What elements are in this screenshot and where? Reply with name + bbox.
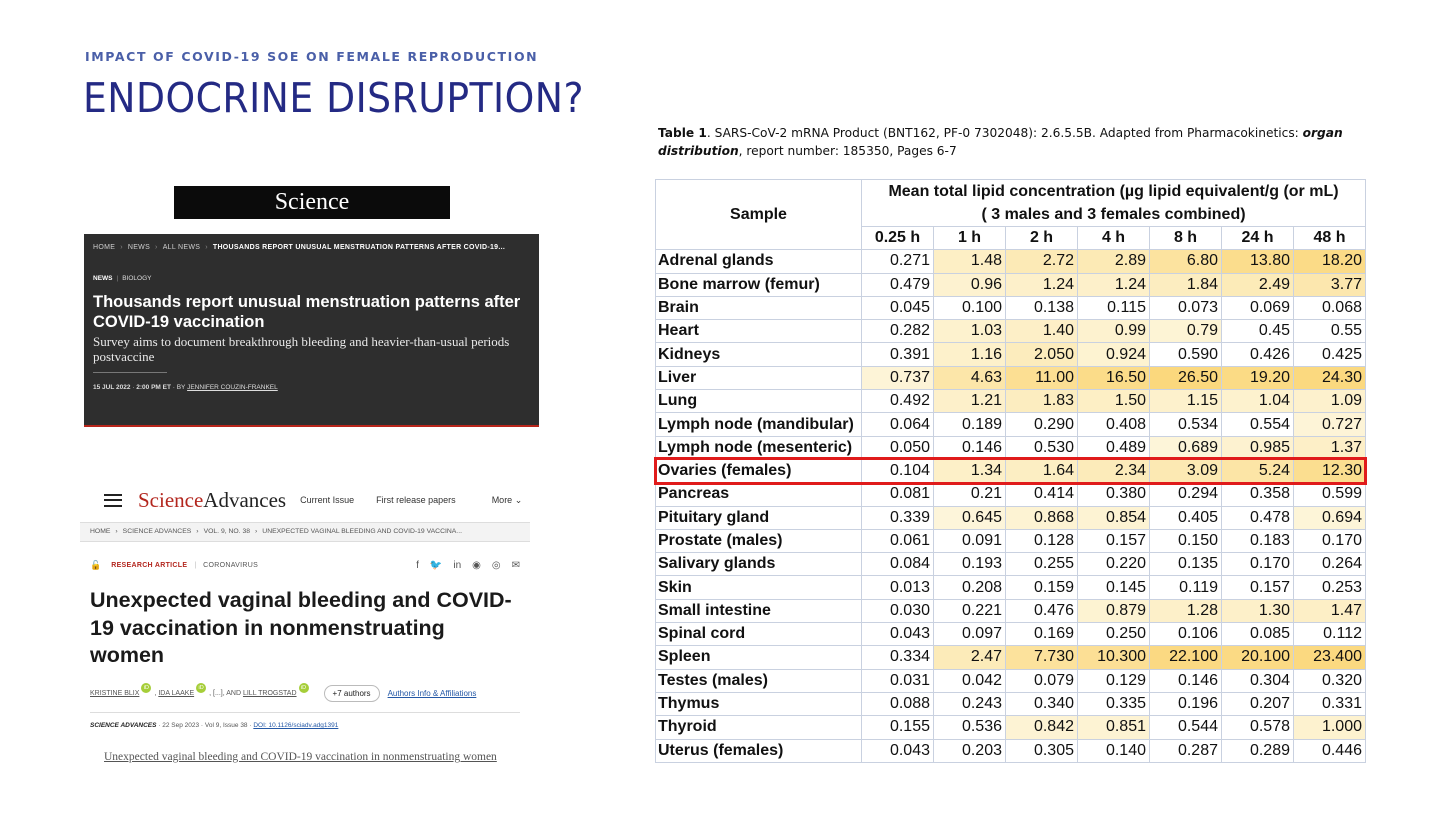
table-cell: 2.47: [934, 646, 1006, 669]
science-advances-card: [80, 480, 530, 770]
table-cell: 0.138: [1006, 296, 1078, 319]
table-row: [656, 413, 1366, 436]
table-cell: 0.854: [1078, 506, 1150, 529]
table-row: [656, 320, 1366, 343]
table-cell: 0.479: [862, 273, 934, 296]
table-cell: 0.073: [1150, 296, 1222, 319]
table-cell: 1.30: [1222, 599, 1294, 622]
table-cell: 1.000: [1294, 716, 1366, 739]
table-cell: 0.405: [1150, 506, 1222, 529]
table-cell: 4.63: [934, 366, 1006, 389]
row-label: Testes (males): [656, 669, 862, 692]
table-cell: 0.287: [1150, 739, 1222, 762]
slide-kicker: IMPACT OF COVID-19 SOE ON FEMALE REPRODUCTION: [85, 49, 539, 64]
table-cell: 0.084: [862, 553, 934, 576]
table-cell: 1.09: [1294, 390, 1366, 413]
table-cell: 0.45: [1222, 320, 1294, 343]
wechat-icon[interactable]: ◎: [491, 560, 501, 571]
table-body: [656, 250, 1366, 763]
news-meta: 15 JUL 2022 · 2:00 PM ET · BY JENNIFER COUZIN-FRANKEL: [93, 384, 278, 391]
orcid-icon[interactable]: iD: [141, 683, 151, 693]
table-cell: 1.50: [1078, 390, 1150, 413]
row-label: Bone marrow (femur): [656, 273, 862, 296]
table-cell: 0.21: [934, 483, 1006, 506]
chevron-right-icon: ›: [155, 244, 158, 251]
row-label: Lymph node (mesenteric): [656, 436, 862, 459]
table-row: [656, 506, 1366, 529]
article-caption-link[interactable]: Unexpected vaginal bleeding and COVID-19 vaccination in nonmenstruating women: [104, 751, 497, 763]
table-cell: 0.157: [1222, 576, 1294, 599]
table-cell: 1.16: [934, 343, 1006, 366]
table-cell: 0.159: [1006, 576, 1078, 599]
table-cell: 0.119: [1150, 576, 1222, 599]
table-cell: 0.043: [862, 623, 934, 646]
journal-name: SCIENCE ADVANCES: [90, 722, 157, 729]
table-cell: 0.097: [934, 623, 1006, 646]
table-cell: 0.155: [862, 716, 934, 739]
table-cell: 0.478: [1222, 506, 1294, 529]
table-row: [656, 739, 1366, 762]
news-date: 15 JUL 2022: [93, 384, 131, 391]
table-cell: 0.294: [1150, 483, 1222, 506]
news-breadcrumb: [93, 244, 530, 251]
orcid-icon[interactable]: iD: [299, 683, 309, 693]
table-cell: 1.47: [1294, 599, 1366, 622]
table-row: [656, 273, 1366, 296]
table-cell: 0.031: [862, 669, 934, 692]
table-cell: 0.530: [1006, 436, 1078, 459]
affiliations-link[interactable]: Authors Info & Affiliations: [387, 689, 477, 698]
table-cell: 0.085: [1222, 623, 1294, 646]
table-cell: 0.694: [1294, 506, 1366, 529]
table-cell: 23.400: [1294, 646, 1366, 669]
table-cell: 0.290: [1006, 413, 1078, 436]
breadcrumb-current: THOUSANDS REPORT UNUSUAL MENSTRUATION PATTERNS AFTER COVID-19...: [212, 244, 506, 251]
row-label: Uterus (females): [656, 739, 862, 762]
row-label: Thymus: [656, 692, 862, 715]
table-cell: 0.489: [1078, 436, 1150, 459]
table-cell: 0.289: [1222, 739, 1294, 762]
news-headline: Thousands report unusual menstruation patterns after COVID-19 vaccination: [93, 293, 521, 331]
table-cell: 0.271: [862, 250, 934, 273]
row-label: Spinal cord: [656, 623, 862, 646]
table-cell: 0.391: [862, 343, 934, 366]
table-cell: 0.079: [1006, 669, 1078, 692]
table-cell: 1.64: [1006, 459, 1078, 482]
table-cell: 0.851: [1078, 716, 1150, 739]
pharmacokinetics-table: [655, 179, 1366, 763]
table-cell: 1.48: [934, 250, 1006, 273]
breadcrumb-issue[interactable]: VOL. 9, NO. 38: [203, 528, 251, 535]
table-cell: 19.20: [1222, 366, 1294, 389]
breadcrumb-home[interactable]: HOME: [90, 528, 111, 535]
table-cell: 11.00: [1006, 366, 1078, 389]
article-type-row: [90, 560, 520, 571]
table-cell: 0.140: [1078, 739, 1150, 762]
divider: [93, 372, 167, 373]
table-cell: 0.183: [1222, 529, 1294, 552]
table-cell: 0.193: [934, 553, 1006, 576]
author-link[interactable]: LILL TROGSTAD: [242, 690, 297, 697]
group-header: [862, 180, 1366, 227]
table-cell: 0.146: [1150, 669, 1222, 692]
table-cell: 0.250: [1078, 623, 1150, 646]
author-list: [90, 685, 520, 702]
table-cell: 0.476: [1006, 599, 1078, 622]
sa-breadcrumb: [80, 522, 530, 542]
table-cell: 0.985: [1222, 436, 1294, 459]
tag-divider: |: [116, 275, 119, 282]
table-cell: 0.868: [1006, 506, 1078, 529]
table-cell: 0.842: [1006, 716, 1078, 739]
table-cell: 1.84: [1150, 273, 1222, 296]
time-header: 4 h: [1078, 227, 1150, 250]
time-header: 24 h: [1222, 227, 1294, 250]
table-cell: 0.255: [1006, 553, 1078, 576]
row-label: Pituitary gland: [656, 506, 862, 529]
table-cell: 1.24: [1006, 273, 1078, 296]
author-link[interactable]: IDA LAAKE: [158, 690, 195, 697]
chevron-right-icon: ›: [196, 528, 199, 535]
table-cell: 0.106: [1150, 623, 1222, 646]
row-label: Spleen: [656, 646, 862, 669]
nav-current-issue[interactable]: Current Issue: [300, 495, 355, 505]
table-cell: 0.091: [934, 529, 1006, 552]
news-time: 2:00 PM ET: [136, 384, 171, 391]
table-cell: 0.425: [1294, 343, 1366, 366]
doi-link[interactable]: DOI: 10.1126/sciadv.adg1391: [253, 722, 339, 729]
table-cell: 0.304: [1222, 669, 1294, 692]
table-caption: [658, 124, 1358, 160]
table-cell: 0.320: [1294, 669, 1366, 692]
table-cell: 0.030: [862, 599, 934, 622]
table-cell: 0.045: [862, 296, 934, 319]
table-cell: 2.89: [1078, 250, 1150, 273]
news-author-link[interactable]: JENNIFER COUZIN-FRANKEL: [187, 384, 278, 391]
citation-line: SCIENCE ADVANCES · 22 Sep 2023 · Vol 9, Issue 38 · DOI: 10.1126/sciadv.adg1391: [90, 722, 339, 729]
table-row: [656, 250, 1366, 273]
table-cell: 0.340: [1006, 692, 1078, 715]
publication-date: 22 Sep 2023: [162, 722, 200, 729]
linkedin-icon[interactable]: in: [453, 560, 462, 571]
table-cell: 0.96: [934, 273, 1006, 296]
table-cell: 1.15: [1150, 390, 1222, 413]
caption-italic: organ distribution: [658, 126, 1343, 158]
breadcrumb-current: UNEXPECTED VAGINAL BLEEDING AND COVID-19 VACCINA...: [262, 528, 462, 535]
table-cell: 0.492: [862, 390, 934, 413]
table-cell: 3.77: [1294, 273, 1366, 296]
table-cell: 0.069: [1222, 296, 1294, 319]
table-cell: 0.081: [862, 483, 934, 506]
tag-news[interactable]: NEWS: [93, 275, 113, 282]
row-label: Liver: [656, 366, 862, 389]
chevron-right-icon: ›: [255, 528, 258, 535]
table-cell: 0.578: [1222, 716, 1294, 739]
divider: |: [194, 562, 197, 569]
table-cell: 0.282: [862, 320, 934, 343]
table-cell: 5.24: [1222, 459, 1294, 482]
table-cell: 0.100: [934, 296, 1006, 319]
sa-header: [104, 488, 524, 512]
table-cell: 0.088: [862, 692, 934, 715]
table-cell: 0.207: [1222, 692, 1294, 715]
row-label: Brain: [656, 296, 862, 319]
table-row: [656, 553, 1366, 576]
time-header: 0.25 h: [862, 227, 934, 250]
row-label: Skin: [656, 576, 862, 599]
table-cell: 1.24: [1078, 273, 1150, 296]
table-cell: 1.40: [1006, 320, 1078, 343]
authors-ellipsis: , [...], AND: [209, 690, 242, 697]
author-link[interactable]: KRISTINE BLIX: [90, 690, 140, 697]
table-cell: 0.380: [1078, 483, 1150, 506]
table-row: [656, 692, 1366, 715]
table-cell: 7.730: [1006, 646, 1078, 669]
table-cell: 1.34: [934, 459, 1006, 482]
table-cell: 0.536: [934, 716, 1006, 739]
table-cell: 0.043: [862, 739, 934, 762]
accent-line: [84, 425, 539, 427]
table-cell: 0.170: [1222, 553, 1294, 576]
table-row: [656, 646, 1366, 669]
table-row: [656, 483, 1366, 506]
menu-icon[interactable]: [104, 494, 122, 507]
breadcrumb-all-news[interactable]: ALL NEWS: [162, 244, 201, 251]
table-cell: 18.20: [1294, 250, 1366, 273]
open-access-icon: 🔓: [90, 560, 102, 570]
table-cell: 0.924: [1078, 343, 1150, 366]
science-advances-logo[interactable]: ScienceAdvances: [138, 487, 287, 512]
table-cell: 0.79: [1150, 320, 1222, 343]
table-cell: 2.050: [1006, 343, 1078, 366]
time-header: 48 h: [1294, 227, 1366, 250]
science-logo: Science: [174, 186, 450, 219]
table-cell: 0.068: [1294, 296, 1366, 319]
table-cell: 0.243: [934, 692, 1006, 715]
row-label: Pancreas: [656, 483, 862, 506]
news-tags: [93, 275, 530, 282]
sample-header: Sample: [656, 180, 862, 250]
table-cell: 0.104: [862, 459, 934, 482]
table-row: [656, 296, 1366, 319]
table-cell: 0.169: [1006, 623, 1078, 646]
row-label: Lung: [656, 390, 862, 413]
table-cell: 0.334: [862, 646, 934, 669]
orcid-icon[interactable]: iD: [196, 683, 206, 693]
table-cell: 0.013: [862, 576, 934, 599]
reddit-icon[interactable]: ◉: [472, 560, 481, 571]
table-cell: 0.042: [934, 669, 1006, 692]
table-cell: 0.554: [1222, 413, 1294, 436]
row-label: Small intestine: [656, 599, 862, 622]
table-cell: 0.150: [1150, 529, 1222, 552]
table-cell: 20.100: [1222, 646, 1294, 669]
table-cell: 0.196: [1150, 692, 1222, 715]
table-cell: 0.061: [862, 529, 934, 552]
group-header-line1: Mean total lipid concentration (µg lipid equivalent/g (or mL): [888, 183, 1339, 200]
table-cell: 0.064: [862, 413, 934, 436]
email-icon[interactable]: ✉: [511, 560, 520, 571]
table-cell: 13.80: [1222, 250, 1294, 273]
table-cell: 0.544: [1150, 716, 1222, 739]
table-cell: 24.30: [1294, 366, 1366, 389]
table-cell: 0.599: [1294, 483, 1366, 506]
table-cell: 0.157: [1078, 529, 1150, 552]
time-header: 1 h: [934, 227, 1006, 250]
nav-first-release[interactable]: First release papers: [376, 495, 456, 505]
table-row: [656, 669, 1366, 692]
time-header: 8 h: [1150, 227, 1222, 250]
facebook-icon[interactable]: f: [416, 560, 419, 571]
divider: [90, 712, 520, 713]
table-row: [656, 716, 1366, 739]
slide-title: ENDOCRINE DISRUPTION?: [83, 74, 584, 122]
news-dek: Survey aims to document breakthrough bleeding and heavier-than-usual periods postvaccine: [93, 334, 510, 364]
table-cell: 0.203: [934, 739, 1006, 762]
table-cell: 16.50: [1078, 366, 1150, 389]
chevron-right-icon: ›: [115, 528, 118, 535]
volume-issue: Vol 9, Issue 38: [204, 722, 248, 729]
table-cell: 0.146: [934, 436, 1006, 459]
table-cell: 0.208: [934, 576, 1006, 599]
table-cell: 0.55: [1294, 320, 1366, 343]
table-cell: 22.100: [1150, 646, 1222, 669]
breadcrumb-journal[interactable]: SCIENCE ADVANCES: [122, 528, 192, 535]
table-row: [656, 390, 1366, 413]
breadcrumb-home[interactable]: HOME: [93, 244, 116, 251]
table-cell: 0.358: [1222, 483, 1294, 506]
table-cell: 0.408: [1078, 413, 1150, 436]
table-cell: 0.339: [862, 506, 934, 529]
news-by: BY: [176, 384, 186, 391]
chevron-right-icon: ›: [205, 244, 208, 251]
table-cell: 0.727: [1294, 413, 1366, 436]
table-cell: 0.128: [1006, 529, 1078, 552]
table-cell: 0.879: [1078, 599, 1150, 622]
table-cell: 0.426: [1222, 343, 1294, 366]
row-label: Heart: [656, 320, 862, 343]
table-cell: 0.99: [1078, 320, 1150, 343]
tag-biology[interactable]: BIOLOGY: [122, 275, 152, 282]
twitter-icon[interactable]: 🐦: [429, 560, 443, 571]
table-cell: 0.689: [1150, 436, 1222, 459]
table-cell: 0.737: [862, 366, 934, 389]
table-cell: 0.115: [1078, 296, 1150, 319]
chevron-down-icon: ⌄: [514, 494, 523, 505]
table-cell: 1.04: [1222, 390, 1294, 413]
group-header-line2: ( 3 males and 3 females combined): [981, 206, 1246, 223]
table-cell: 0.050: [862, 436, 934, 459]
table-cell: 0.253: [1294, 576, 1366, 599]
caption-rest: , report number: 185350, Pages 6-7: [738, 144, 957, 158]
table-cell: 1.83: [1006, 390, 1078, 413]
row-label: Thyroid: [656, 716, 862, 739]
table-cell: 0.305: [1006, 739, 1078, 762]
table-cell: 1.03: [934, 320, 1006, 343]
table-cell: 0.534: [1150, 413, 1222, 436]
table-row: [656, 459, 1366, 482]
nav-more[interactable]: More ⌄: [491, 494, 523, 505]
table-cell: 0.446: [1294, 739, 1366, 762]
table-row: [656, 366, 1366, 389]
table-row: [656, 436, 1366, 459]
author-separator: ,: [154, 690, 157, 697]
row-label: Kidneys: [656, 343, 862, 366]
table-cell: 0.590: [1150, 343, 1222, 366]
table-cell: 3.09: [1150, 459, 1222, 482]
table-row: [656, 576, 1366, 599]
time-header: 2 h: [1006, 227, 1078, 250]
table-cell: 0.129: [1078, 669, 1150, 692]
table-cell: 10.300: [1078, 646, 1150, 669]
share-icons: [416, 560, 520, 571]
row-label: Salivary glands: [656, 553, 862, 576]
table-cell: 1.37: [1294, 436, 1366, 459]
breadcrumb-news[interactable]: NEWS: [127, 244, 151, 251]
table-cell: 0.645: [934, 506, 1006, 529]
table-cell: 0.335: [1078, 692, 1150, 715]
table-row: [656, 599, 1366, 622]
table-cell: 2.49: [1222, 273, 1294, 296]
table-cell: 1.21: [934, 390, 1006, 413]
row-label: Adrenal glands: [656, 250, 862, 273]
caption-label: Table 1: [658, 126, 707, 140]
table-cell: 12.30: [1294, 459, 1366, 482]
table-cell: 2.34: [1078, 459, 1150, 482]
table-cell: 26.50: [1150, 366, 1222, 389]
more-authors-button[interactable]: +7 authors: [324, 685, 380, 702]
article-subject[interactable]: CORONAVIRUS: [203, 562, 259, 569]
article-type: RESEARCH ARTICLE: [111, 562, 188, 569]
table-cell: 2.72: [1006, 250, 1078, 273]
table-cell: 0.220: [1078, 553, 1150, 576]
row-label: Prostate (males): [656, 529, 862, 552]
table-row: [656, 343, 1366, 366]
table-cell: 0.264: [1294, 553, 1366, 576]
article-headline: Unexpected vaginal bleeding and COVID-19 vaccination in nonmenstruating women: [90, 588, 512, 667]
table-cell: 1.28: [1150, 599, 1222, 622]
table-cell: 0.112: [1294, 623, 1366, 646]
table-cell: 0.221: [934, 599, 1006, 622]
table-cell: 0.414: [1006, 483, 1078, 506]
table-row: [656, 529, 1366, 552]
row-label: Ovaries (females): [656, 459, 862, 482]
table-cell: 0.135: [1150, 553, 1222, 576]
chevron-right-icon: ›: [120, 244, 123, 251]
table-cell: 0.170: [1294, 529, 1366, 552]
table-cell: 0.145: [1078, 576, 1150, 599]
table-cell: 0.331: [1294, 692, 1366, 715]
table-cell: 6.80: [1150, 250, 1222, 273]
table-cell: 0.189: [934, 413, 1006, 436]
caption-text: . SARS-CoV-2 mRNA Product (BNT162, PF-0 7302048): 2.6.5.5B. Adapted from Pharmacokinetics:: [706, 126, 1303, 140]
row-label: Lymph node (mandibular): [656, 413, 862, 436]
science-news-card: [84, 234, 539, 425]
table-row: [656, 623, 1366, 646]
